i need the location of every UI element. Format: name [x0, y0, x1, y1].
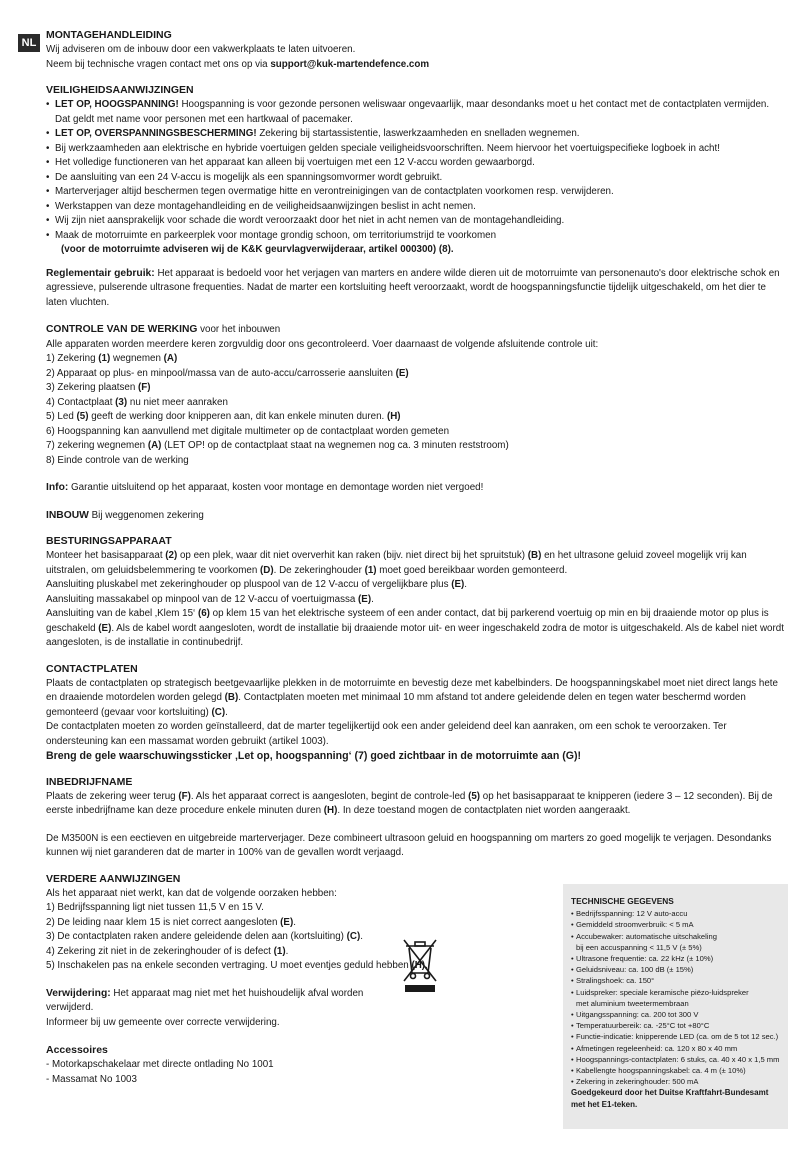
technical-data-list: [571, 908, 782, 1087]
safety-item-text: Maak de motorruimte en parkeerplek voor montage grondig schoon, om territoriumstrijd te voorkomen: [55, 229, 497, 241]
spec-item: • Accubewaker: automatische uitschakeling: [571, 931, 782, 942]
control-intro: Alle apparaten worden meerdere keren zorgvuldig door ons gecontroleerd. Voer daarnaast de volgende afsluitende controle uit:: [46, 338, 599, 350]
usage-section: [46, 267, 786, 311]
montage-line-2-text: Neem bij technische vragen contact met ons op via: [46, 58, 271, 70]
montage-section: [46, 28, 786, 72]
control-unit-section: [46, 534, 786, 651]
montage-line-2: [46, 58, 786, 73]
control-unit-paragraph: Monteer het basisapparaat (2) op een plek, waar dit niet oververhit kan raken (bijv. niet direct bij het spruitstuk) (B) en het ultrasone geluid zoveel mogelijk vrij kan uitstralen, om geluidsbelemmering te voorkomen (D). De zekeringhouder (1) moet goed bereikbaar worden gemonteerd.: [46, 550, 747, 576]
crossed-out-wheelie-bin-icon: [400, 937, 440, 995]
safety-item: • Wij zijn niet aansprakelijk voor schade die wordt veroorzaakt door het niet in acht nemen van de montagehandleiding.: [46, 214, 786, 229]
spec-item: • Luidspreker: speciale keramische piëzo-luidspreker: [571, 987, 782, 998]
accessory-item: - Motorkapschakelaar met directe ontlading No 1001: [46, 1059, 274, 1070]
safety-item: • Bij werkzaamheden aan elektrische en hybride voertuigen gelden speciale veiligheidsvoorschriften. Neem hiervoor het voertuigspecifieke logboek in acht!: [46, 142, 786, 157]
usage-paragraph: [46, 267, 786, 311]
contact-plates-paragraph: De contactplaten moeten zo worden geïnstalleerd, dat de marter tegelijkertijd ook een ander geleidend deel kan aanraken, om een schok te veroorzaken. Ter ondersteuning kan een massamat worden gebruikt (artikel 1003).: [46, 721, 727, 747]
control-unit-paragraph: Aansluiting massakabel op minpool van de 12 V-accu of voertuigmassa (E).: [46, 593, 374, 605]
safety-item: [46, 229, 786, 258]
info-paragraph: [46, 481, 786, 496]
product-note-paragraph: De M3500N is een eectieven en uitgebreide marterverjager. Deze combineert ultrasoon geluid en hoogspanning om marters zo goed mogelijk te verjagen. Desondanks kunnen wij niet garanderen dat de marter in 100% van de gevallen wordt verjaagd.: [46, 832, 772, 858]
contact-plates-section: [46, 662, 786, 764]
control-step: 8) Einde controle van de werking: [46, 454, 189, 466]
safety-item: [46, 98, 786, 127]
control-title: [46, 323, 786, 338]
control-unit-title: BESTURINGSAPPARAAT: [46, 535, 172, 547]
startup-title: INBEDRIJFNAME: [46, 775, 133, 788]
approval-note: Goedgekeurd door het Duitse Kraftfahrt-Bundesamt met het E1-teken.: [571, 1088, 769, 1109]
spec-item-continuation: bij een accuspanning < 11,5 V (± 5%): [576, 942, 702, 952]
accessory-item: - Massamat No 1003: [46, 1073, 137, 1085]
cause-item: 1) Bedrijfsspanning ligt niet tussen 11,5 V en 15 V.: [46, 902, 264, 913]
spec-item: • Ultrasone frequentie: ca. 22 kHz (± 10%): [571, 953, 782, 964]
disposal-section: [46, 987, 386, 1031]
control-step: 6) Hoogspanning kan aanvullend met digitale multimeter op de contactplaat worden gemeten: [46, 425, 450, 437]
info-section: [46, 481, 786, 496]
warning-sticker-line: Breng de gele waarschuwingssticker ‚Let op, hoogspanning‘ (7) goed zichtbaar in de motorruimte aan (G)!: [46, 750, 582, 762]
control-step: 5) Led (5) geeft de werking door knipperen aan, dit kan enkele minuten duren. (H): [46, 411, 401, 422]
control-step: 4) Contactplaat (3) nu niet meer aanraken: [46, 396, 228, 408]
control-step: 7) zekering wegnemen (A) (LET OP! op de contactplaat staat na wegnemen nog ca. 3 minuten reststroom): [46, 440, 509, 451]
startup-paragraph: Plaats de zekering weer terug (F). Als het apparaat correct is aangesloten, begint de controle-led (5) op het basisapparaat te knipperen (iedere 3 – 12 seconden). Bij de eerste inbedrijfname kan deze procedure enkele minuten duren (H). In deze toestand mogen de contactplaten niet worden aangeraakt.: [46, 790, 773, 816]
inbouw-paragraph: [46, 509, 786, 524]
safety-item: • De aansluiting van een 24 V-accu is mogelijk als een spanningsomvormer wordt gebruikt.: [46, 171, 786, 186]
further-title: VERDERE AANWIJZINGEN: [46, 872, 181, 885]
safety-section: [46, 83, 786, 258]
spec-item: • Functie-indicatie: knipperende LED (ca. om de 5 tot 12 sec.): [571, 1031, 782, 1042]
spec-item: • Temperatuurbereik: ca. -25°C tot +80°C: [571, 1020, 782, 1031]
disposal-text: Het apparaat mag niet met het huishoudelijk afval worden verwijderd.: [46, 987, 364, 1013]
montage-line-1: Wij adviseren om de inbouw door een vakwerkplaats te laten uitvoeren.: [46, 44, 356, 55]
spec-item: • Gemiddeld stroomverbruik: < 5 mA: [571, 919, 782, 930]
inbouw-section: [46, 509, 786, 524]
safety-item: [46, 127, 786, 142]
safety-item: • Marterverjager altijd beschermen tegen overmatige hitte en verontreinigingen van de contactplaten voorkomen resp. verwijderen.: [46, 185, 786, 200]
safety-item: • Het volledige functioneren van het apparaat kan alleen bij voertuigen met een 12 V-accu worden gewaarborgd.: [46, 156, 786, 171]
control-title-suffix: voor het inbouwen: [197, 324, 281, 335]
cause-item: 3) De contactplaten raken andere geleidende delen aan (kortsluiting) (C).: [46, 931, 363, 942]
inbouw-label: INBOUW: [46, 509, 89, 521]
disposal-paragraph: [46, 987, 386, 1016]
spec-item-continuation: met aluminium tweetermembraan: [576, 998, 689, 1008]
control-step: 1) Zekering (1) wegnemen (A): [46, 353, 178, 364]
safety-item-text: Zekering bij startassistentie, laswerkzaamheden en snelladen wegnemen.: [256, 128, 580, 139]
control-unit-paragraph: Aansluiting pluskabel met zekeringhouder op pluspool van de 12 V-accu of vergelijkbare plus (E).: [46, 579, 467, 590]
disposal-line-2: Informeer bij uw gemeente over correcte verwijdering.: [46, 1016, 280, 1028]
safety-item-bold: LET OP, HOOGSPANNING!: [55, 99, 179, 110]
technical-data-box: [563, 884, 788, 1129]
product-note-section: [46, 832, 786, 861]
spec-item: • Uitgangsspanning: ca. 200 tot 300 V: [571, 1009, 782, 1020]
control-step: 3) Zekering plaatsen (F): [46, 382, 151, 393]
spec-item: • Stralingshoek: ca. 150°: [571, 975, 782, 986]
control-unit-paragraph: Aansluiting van de kabel ‚Klem 15‘ (6) op klem 15 van het elektrische systeem of een ander contact, dat bij parkerend voertuig op min en bij draaiende motor op plus is geschakeld (E). Als de kabel wordt aangesloten, wordt de installatie bij draaiende motor uit- en weer ingeschakeld zodra de motor is uitgeschakeld. Als de kabel niet wordt aangesloten, is de installatie in continubedrijf.: [46, 608, 784, 648]
info-label: Info:: [46, 482, 69, 493]
spec-item: • Hoogspannings-contactplaten: 6 stuks, ca. 40 x 40 x 1,5 mm: [571, 1054, 782, 1065]
control-title-bold: CONTROLE VAN DE WERKING: [46, 324, 198, 335]
technical-data-title: TECHNISCHE GEGEVENS: [571, 896, 674, 906]
disposal-label: Verwijdering:: [46, 987, 111, 999]
further-intro: Als het apparaat niet werkt, kan dat de volgende oorzaken hebben:: [46, 887, 337, 899]
cause-item: 4) Zekering zit niet in de zekeringhouder of is defect (1).: [46, 945, 289, 957]
safety-title: VEILIGHEIDSAANWIJZINGEN: [46, 84, 194, 96]
cause-item: 2) De leiding naar klem 15 is niet correct aangesloten (E).: [46, 916, 296, 928]
control-step: 2) Apparaat op plus- en minpool/massa van de auto-accu/carrosserie aansluiten (E): [46, 367, 409, 379]
accessories-title: Accessoires: [46, 1044, 108, 1056]
spec-item: • Geluidsniveau: ca. 100 dB (± 15%): [571, 964, 782, 975]
safety-item: • Werkstappen van deze montagehandleiding en de veiligheidsaanwijzingen beslist in acht nemen.: [46, 200, 786, 215]
safety-item-bold: (voor de motorruimte adviseren wij de K&K geurvlagverwijderaar, artikel 000300) (8).: [61, 244, 454, 255]
contact-plates-paragraph: Plaats de contactplaten op strategisch beetgevaarlijke plekken in de motorruimte en bevestig deze met kabelbinders. De hoogspanningskabel moet niet direct langs hete en draaiende motordelen worden gelegd (B). Contactplaten moeten met minimaal 10 mm afstand tot andere geleidende delen en tegen water beschermd worden gemonteerd (gevaar voor kortsluiting) (C).: [46, 677, 778, 718]
safety-item-bold: LET OP, OVERSPANNINGSBESCHERMING!: [55, 128, 257, 139]
spec-item: • Bedrijfsspanning: 12 V auto-accu: [571, 908, 782, 919]
safety-list: [46, 98, 786, 258]
info-text: Garantie uitsluitend op het apparaat, kosten voor montage en demontage worden niet vergoed!: [68, 482, 484, 493]
language-badge: NL: [18, 34, 40, 52]
usage-text: Het apparaat is bedoeld voor het verjagen van marters en andere wilde dieren uit de motorruimte van personenauto's door elektrische schok en agressieve, pulserende ultrasone frequenties. Nadat de marter een kortsluiting heeft veroorzaakt, wordt de hoogspanningsfunctie tijdelijk uitgeschakeld, om het dier te laten vluchten.: [46, 267, 780, 308]
control-section: [46, 323, 786, 468]
inbouw-text: Bij weggenomen zekering: [88, 509, 204, 521]
support-email[interactable]: support@kuk-martendefence.com: [270, 58, 430, 70]
safety-item-text: Hoogspanning is voor gezonde personen weliswaar ongevaarlijk, maar desondanks moet u het contact met de contactplaten vermijden. Dat geldt met name voor personen met een hartkwaal of pacemaker.: [55, 99, 770, 125]
spec-item: • Kabellengte hoogspanningskabel: ca. 4 m (± 10%): [571, 1065, 782, 1076]
usage-label: Reglementair gebruik:: [46, 267, 155, 279]
spec-item: • Zekering in zekeringhouder: 500 mA: [571, 1076, 782, 1087]
spec-item: • Afmetingen regeleenheid: ca. 120 x 80 x 40 mm: [571, 1043, 782, 1054]
contact-plates-title: CONTACTPLATEN: [46, 662, 138, 675]
cause-item: 5) Inschakelen pas na enkele seconden vertraging. U moet eventjes geduld hebben (H).: [46, 960, 428, 971]
startup-section: [46, 775, 786, 819]
montage-title: MONTAGEHANDLEIDING: [46, 29, 172, 41]
